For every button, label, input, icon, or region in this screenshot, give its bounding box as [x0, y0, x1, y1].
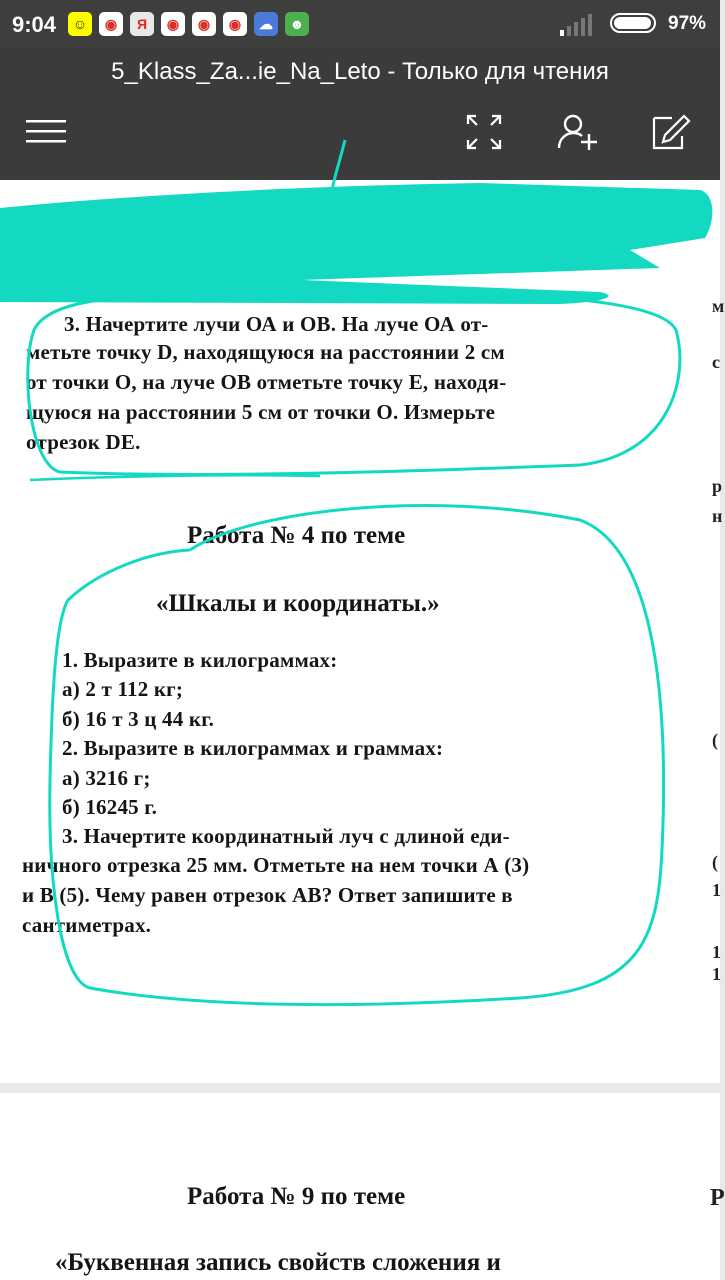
battery-icon: [610, 13, 656, 33]
margin-fragment: (: [712, 730, 718, 750]
chrome-icon: ◉: [161, 12, 185, 36]
margin-fragment: м: [712, 296, 725, 316]
document-title: 5_Klass_Za...ie_Na_Leto - Только для чтения: [111, 58, 609, 85]
task-3-line: метьте точку D, находящуюся на расстоянии 2 см: [26, 340, 505, 364]
work-4-line: сантиметрах.: [22, 913, 152, 937]
snapchat-icon: ☺: [68, 12, 92, 36]
app-bar: [0, 48, 720, 180]
cloud-icon: ☁: [254, 12, 278, 36]
yandex-icon: Я: [130, 12, 154, 36]
menu-icon[interactable]: [24, 110, 68, 154]
work-9-title: Работа № 9 по теме: [187, 1183, 406, 1210]
work-4-line: ничного отрезка 25 мм. Отметьте на нем точки А (3): [22, 853, 530, 877]
chrome-icon: ◉: [192, 12, 216, 36]
task-3-line: от точки О, на луче ОВ отметьте точку Е, находя-: [26, 370, 507, 394]
document-page[interactable]: [0, 180, 725, 1083]
work-4-title: Работа № 4 по теме: [187, 522, 406, 549]
margin-fragment: Р: [710, 1185, 725, 1211]
work-4-line: 3. Начертите координатный луч с длиной еди-: [62, 824, 510, 848]
clock: 9:04: [12, 12, 57, 37]
handwritten-annotations: [0, 180, 723, 1083]
work-4-line: а) 2 т 112 кг;: [62, 677, 184, 701]
margin-fragment: н: [712, 506, 723, 526]
battery-percent: 97%: [668, 13, 707, 34]
task-3-line: щуюся на расстоянии 5 см от точки О. Измерьте: [26, 400, 496, 424]
document-page-2[interactable]: [0, 1093, 725, 1280]
work-4-line: б) 16245 г.: [62, 795, 158, 819]
margin-fragment: (: [712, 852, 718, 872]
signal-icon: [560, 14, 596, 36]
task-3-line: отрезок DE.: [26, 430, 141, 454]
status-bar: [0, 0, 720, 48]
edit-icon[interactable]: [648, 110, 692, 154]
work-4-subtitle: «Шкалы и координаты.»: [156, 590, 440, 617]
work-4-line: и В (5). Чему равен отрезок АВ? Ответ запишите в: [22, 883, 513, 907]
work-4-line: 2. Выразите в килограммах и граммах:: [62, 736, 444, 760]
android-icon: ☻: [285, 12, 309, 36]
margin-fragment: 1: [712, 964, 721, 984]
task-3-line: 3. Начертите лучи ОА и ОВ. На луче ОА от-: [64, 312, 489, 336]
margin-fragment: 1: [712, 942, 721, 962]
chrome-icon: ◉: [99, 12, 123, 36]
share-user-icon[interactable]: [555, 110, 599, 154]
margin-fragment: 1: [712, 880, 721, 900]
work-4-line: б) 16 т 3 ц 44 кг.: [62, 707, 215, 731]
margin-fragment: р: [712, 476, 723, 496]
fullscreen-icon[interactable]: [462, 110, 506, 154]
chrome-icon: ◉: [223, 12, 247, 36]
margin-fragment: с: [712, 352, 720, 372]
work-9-subtitle: «Буквенная запись свойств сложения и: [55, 1249, 501, 1276]
work-4-line: 1. Выразите в килограммах:: [62, 648, 338, 672]
work-4-line: а) 3216 г;: [62, 766, 151, 790]
